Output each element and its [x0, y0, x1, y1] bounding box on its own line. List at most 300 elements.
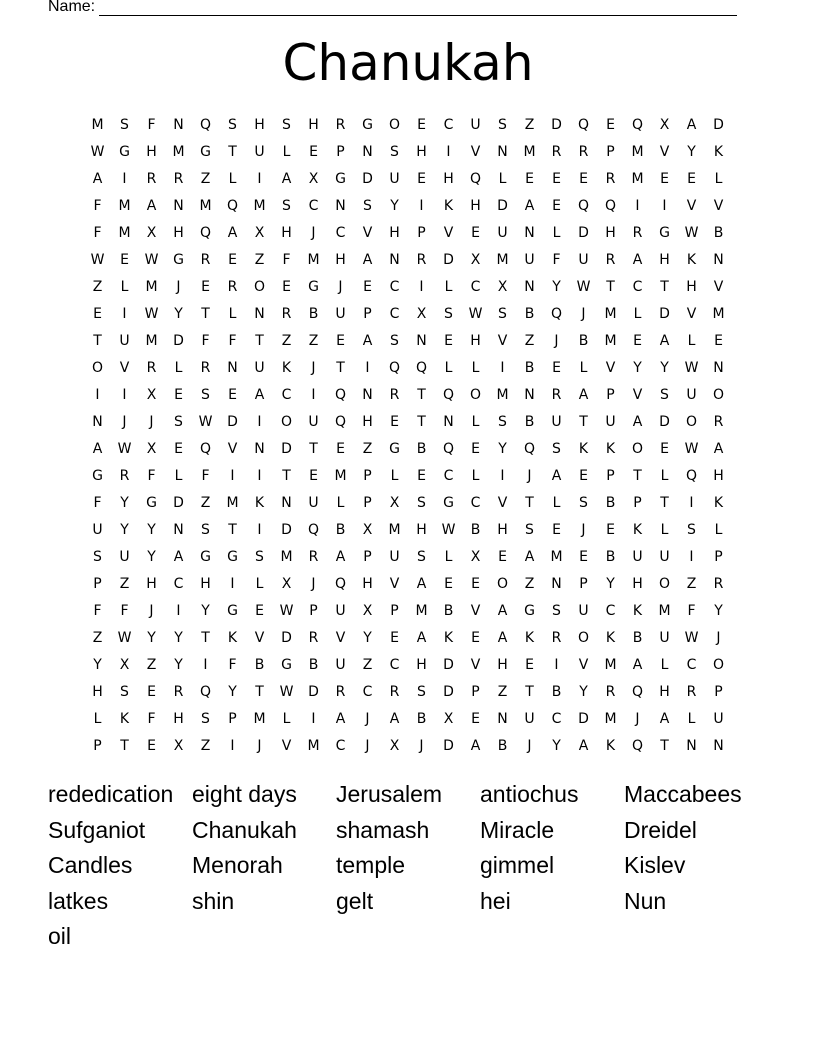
grid-letter: K — [686, 252, 697, 268]
grid-letter: X — [497, 279, 508, 295]
grid-letter: U — [335, 306, 346, 322]
grid-letter: B — [605, 495, 616, 511]
grid-letter: S — [579, 495, 588, 511]
grid-letter: D — [173, 495, 184, 511]
grid-letter: A — [281, 171, 292, 187]
grid-letter: A — [389, 711, 400, 727]
grid-letter: U — [308, 414, 319, 430]
grid-letter: L — [687, 711, 696, 727]
grid-letter: G — [173, 252, 184, 268]
grid-letter: E — [282, 279, 291, 295]
grid-letter: I — [500, 360, 505, 376]
grid-letter: S — [687, 522, 696, 538]
grid-letter: I — [122, 387, 127, 403]
grid-letter: M — [253, 198, 266, 214]
grid-letter: C — [470, 279, 481, 295]
grid-letter: L — [552, 495, 561, 511]
grid-letter: P — [228, 711, 237, 727]
grid-letter: D — [443, 684, 454, 700]
grid-letter: F — [687, 603, 696, 619]
grid-letter: M — [226, 495, 239, 511]
grid-letter: E — [309, 468, 318, 484]
grid-letter: E — [147, 738, 156, 754]
page-title: Chanukah — [282, 34, 534, 92]
grid-letter: K — [227, 630, 238, 646]
grid-letter: B — [578, 333, 589, 349]
grid-letter: S — [525, 522, 534, 538]
grid-letter: W — [90, 252, 105, 268]
grid-letter: B — [416, 441, 427, 457]
grid-letter: R — [632, 225, 643, 241]
grid-letter: R — [416, 252, 427, 268]
grid-letter: M — [604, 657, 617, 673]
grid-letter: M — [631, 171, 644, 187]
grid-letter: G — [362, 117, 373, 133]
grid-letter: Y — [633, 360, 642, 376]
grid-letter: F — [552, 252, 561, 268]
grid-row — [84, 193, 732, 220]
grid-letter: Y — [687, 144, 696, 160]
grid-letter: N — [497, 711, 508, 727]
word-list-item: Dreidel — [624, 816, 697, 843]
grid-letter: Y — [579, 684, 588, 700]
grid-letter: T — [255, 333, 264, 349]
grid-letter: O — [280, 414, 293, 430]
grid-letter: Z — [146, 657, 157, 673]
grid-letter: E — [525, 171, 534, 187]
grid-letter: U — [578, 603, 589, 619]
grid-letter: J — [149, 414, 154, 430]
grid-letter: C — [605, 603, 616, 619]
word-list-item: shin — [192, 887, 235, 914]
word-list-item: Maccabees — [624, 781, 742, 807]
grid-letter: L — [552, 225, 561, 241]
grid-letter: L — [471, 468, 480, 484]
grid-letter: E — [687, 171, 696, 187]
grid-letter: W — [90, 144, 105, 160]
grid-letter: E — [579, 549, 588, 565]
grid-letter: I — [122, 306, 127, 322]
grid-letter: H — [362, 414, 373, 430]
grid-letter: C — [308, 198, 319, 214]
grid-row — [84, 247, 732, 274]
grid-letter: B — [713, 225, 724, 241]
grid-letter: X — [119, 657, 130, 673]
grid-letter: I — [257, 171, 262, 187]
grid-letter: E — [606, 117, 615, 133]
word-list-item: shamash — [336, 816, 430, 843]
letter-grid — [84, 112, 732, 760]
grid-letter: A — [92, 171, 103, 187]
grid-letter: L — [687, 333, 696, 349]
grid-letter: J — [257, 738, 262, 754]
grid-letter: A — [335, 711, 346, 727]
grid-letter: C — [335, 225, 346, 241]
grid-letter: H — [686, 279, 697, 295]
grid-letter: G — [659, 225, 670, 241]
grid-letter: V — [659, 144, 670, 160]
grid-letter: N — [362, 144, 373, 160]
grid-letter: L — [93, 711, 102, 727]
grid-letter: Q — [631, 117, 644, 133]
grid-letter: W — [684, 225, 699, 241]
grid-letter: C — [443, 117, 454, 133]
grid-letter: H — [470, 198, 481, 214]
grid-letter: P — [309, 603, 318, 619]
grid-letter: J — [338, 279, 343, 295]
grid-letter: L — [660, 468, 669, 484]
grid-letter: E — [336, 333, 345, 349]
grid-letter: M — [415, 603, 428, 619]
name-row — [48, 0, 737, 16]
grid-letter: A — [524, 198, 535, 214]
grid-letter: X — [659, 117, 670, 133]
grid-letter: Z — [200, 738, 211, 754]
grid-letter: V — [470, 657, 481, 673]
grid-letter: O — [496, 576, 509, 592]
grid-letter: R — [308, 630, 319, 646]
word-list-item: Nun — [624, 887, 667, 914]
grid-letter: C — [389, 279, 400, 295]
grid-letter: S — [498, 117, 507, 133]
grid-letter: V — [686, 306, 697, 322]
grid-letter: J — [716, 630, 721, 646]
grid-letter: Q — [199, 225, 212, 241]
grid-row — [84, 382, 732, 409]
word-list-item: hei — [480, 887, 511, 914]
grid-letter: Q — [199, 117, 212, 133]
grid-letter: B — [443, 603, 454, 619]
grid-letter: W — [468, 306, 483, 322]
grid-letter: Y — [174, 630, 183, 646]
grid-letter: W — [198, 414, 213, 430]
grid-letter: T — [93, 333, 102, 349]
grid-letter: C — [632, 279, 643, 295]
grid-letter: S — [417, 684, 426, 700]
grid-letter: R — [146, 171, 157, 187]
grid-letter: T — [120, 738, 129, 754]
grid-letter: M — [658, 603, 671, 619]
grid-letter: L — [444, 279, 453, 295]
grid-letter: Z — [200, 495, 211, 511]
grid-letter: E — [309, 144, 318, 160]
grid-letter: X — [416, 306, 427, 322]
grid-letter: L — [471, 360, 480, 376]
grid-letter: Q — [226, 198, 239, 214]
grid-letter: B — [254, 657, 265, 673]
grid-letter: D — [281, 441, 292, 457]
grid-letter: A — [254, 387, 265, 403]
grid-letter: S — [201, 711, 210, 727]
grid-letter: G — [92, 468, 103, 484]
grid-letter: R — [200, 252, 211, 268]
grid-row — [84, 139, 732, 166]
grid-letter: P — [93, 576, 102, 592]
grid-letter: J — [554, 333, 559, 349]
grid-letter: D — [173, 333, 184, 349]
grid-row — [84, 274, 732, 301]
word-list-item: Kislev — [624, 852, 686, 879]
word-list-item: eight days — [192, 781, 297, 807]
grid-letter: E — [552, 171, 561, 187]
grid-letter: E — [552, 522, 561, 538]
grid-letter: Q — [442, 441, 455, 457]
grid-letter: H — [416, 144, 427, 160]
grid-letter: N — [713, 360, 724, 376]
grid-letter: R — [335, 684, 346, 700]
grid-letter: I — [689, 495, 694, 511]
grid-letter: I — [311, 387, 316, 403]
grid-letter: L — [174, 360, 183, 376]
grid-letter: X — [470, 549, 481, 565]
grid-letter: Y — [660, 360, 669, 376]
grid-letter: A — [659, 333, 670, 349]
grid-letter: E — [552, 198, 561, 214]
grid-letter: R — [308, 549, 319, 565]
grid-letter: N — [173, 522, 184, 538]
grid-letter: J — [365, 711, 370, 727]
grid-letter: Q — [199, 684, 212, 700]
grid-letter: B — [470, 522, 481, 538]
grid-letter: V — [497, 495, 508, 511]
grid-letter: E — [471, 711, 480, 727]
grid-letter: U — [119, 549, 130, 565]
word-list-item: Sufganiot — [48, 816, 146, 843]
grid-letter: H — [173, 225, 184, 241]
grid-letter: I — [365, 360, 370, 376]
grid-letter: Y — [174, 306, 183, 322]
grid-letter: W — [117, 630, 132, 646]
grid-letter: H — [146, 144, 157, 160]
grid-letter: E — [471, 630, 480, 646]
word-list-item: latkes — [48, 887, 109, 914]
grid-letter: Q — [604, 198, 617, 214]
grid-letter: H — [659, 252, 670, 268]
grid-letter: J — [581, 306, 586, 322]
grid-letter: I — [257, 414, 262, 430]
grid-letter: E — [579, 468, 588, 484]
grid-letter: P — [714, 684, 723, 700]
grid-letter: F — [93, 225, 102, 241]
grid-letter: I — [230, 738, 235, 754]
grid-letter: V — [713, 198, 724, 214]
grid-letter: P — [606, 468, 615, 484]
grid-letter: M — [307, 252, 320, 268]
grid-letter: X — [389, 738, 400, 754]
grid-row — [84, 301, 732, 328]
grid-letter: X — [146, 387, 157, 403]
grid-letter: Q — [307, 522, 320, 538]
grid-letter: A — [92, 441, 103, 457]
grid-letter: S — [201, 522, 210, 538]
grid-letter: B — [605, 549, 616, 565]
grid-letter: S — [552, 603, 561, 619]
grid-letter: N — [524, 387, 535, 403]
grid-letter: I — [95, 387, 100, 403]
grid-letter: H — [659, 684, 670, 700]
grid-letter: Q — [388, 360, 401, 376]
grid-letter: S — [660, 387, 669, 403]
grid-letter: A — [227, 225, 238, 241]
grid-letter: D — [281, 522, 292, 538]
grid-letter: V — [362, 225, 373, 241]
grid-letter: T — [228, 144, 237, 160]
grid-letter: N — [173, 198, 184, 214]
grid-letter: N — [227, 360, 238, 376]
grid-letter: S — [552, 441, 561, 457]
word-list-item: gimmel — [480, 852, 555, 879]
grid-letter: F — [120, 603, 129, 619]
grid-letter: W — [684, 360, 699, 376]
grid-letter: S — [417, 495, 426, 511]
grid-letter: Y — [120, 522, 129, 538]
grid-row — [84, 571, 732, 598]
grid-letter: R — [389, 387, 400, 403]
grid-letter: M — [496, 252, 509, 268]
grid-letter: L — [228, 306, 237, 322]
grid-letter: N — [173, 117, 184, 133]
grid-letter: S — [498, 306, 507, 322]
grid-letter: H — [92, 684, 103, 700]
grid-letter: S — [282, 117, 291, 133]
grid-letter: A — [659, 711, 670, 727]
grid-letter: Q — [577, 117, 590, 133]
grid-letter: O — [388, 117, 401, 133]
grid-letter: A — [632, 252, 643, 268]
grid-letter: Q — [577, 198, 590, 214]
grid-row — [84, 220, 732, 247]
grid-letter: A — [362, 252, 373, 268]
grid-letter: J — [365, 738, 370, 754]
grid-letter: M — [145, 333, 158, 349]
grid-letter: B — [632, 630, 643, 646]
grid-letter: T — [525, 495, 534, 511]
grid-letter: K — [605, 630, 616, 646]
grid-letter: U — [713, 711, 724, 727]
grid-letter: Q — [685, 468, 698, 484]
grid-letter: P — [633, 495, 642, 511]
grid-letter: K — [443, 630, 454, 646]
grid-letter: G — [443, 495, 454, 511]
grid-letter: E — [660, 171, 669, 187]
grid-letter: A — [551, 468, 562, 484]
grid-letter: N — [416, 333, 427, 349]
grid-letter: S — [120, 117, 129, 133]
grid-letter: A — [362, 333, 373, 349]
grid-letter: M — [253, 711, 266, 727]
grid-letter: J — [635, 711, 640, 727]
grid-letter: E — [471, 441, 480, 457]
grid-letter: A — [524, 549, 535, 565]
grid-letter: W — [279, 603, 294, 619]
grid-letter: F — [201, 333, 210, 349]
grid-letter: P — [471, 684, 480, 700]
grid-letter: Q — [334, 387, 347, 403]
grid-letter: L — [660, 657, 669, 673]
grid-letter: C — [173, 576, 184, 592]
grid-letter: D — [659, 414, 670, 430]
grid-letter: G — [146, 495, 157, 511]
grid-letter: L — [174, 468, 183, 484]
grid-letter: E — [471, 576, 480, 592]
grid-letter: W — [684, 441, 699, 457]
grid-row — [84, 598, 732, 625]
grid-letter: Y — [606, 576, 615, 592]
grid-letter: E — [93, 306, 102, 322]
grid-letter: V — [443, 225, 454, 241]
grid-letter: R — [551, 144, 562, 160]
grid-letter: Y — [120, 495, 129, 511]
grid-letter: J — [527, 468, 532, 484]
grid-letter: P — [390, 603, 399, 619]
grid-letter: C — [470, 495, 481, 511]
grid-letter: A — [416, 630, 427, 646]
grid-letter: N — [443, 414, 454, 430]
grid-letter: B — [524, 414, 535, 430]
grid-letter: C — [389, 657, 400, 673]
grid-letter: M — [604, 333, 617, 349]
grid-letter: B — [524, 360, 535, 376]
grid-letter: O — [685, 414, 698, 430]
grid-letter: I — [635, 198, 640, 214]
grid-letter: V — [119, 360, 130, 376]
grid-letter: E — [417, 468, 426, 484]
grid-letter: Y — [363, 630, 372, 646]
grid-letter: F — [147, 711, 156, 727]
word-list-item: Menorah — [192, 852, 283, 879]
grid-letter: X — [146, 441, 157, 457]
grid-letter: L — [282, 144, 291, 160]
grid-letter: T — [660, 495, 669, 511]
grid-letter: V — [686, 198, 697, 214]
grid-letter: E — [714, 333, 723, 349]
grid-letter: P — [336, 144, 345, 160]
grid-row — [84, 166, 732, 193]
grid-letter: R — [389, 684, 400, 700]
grid-row — [84, 463, 732, 490]
grid-letter: K — [605, 441, 616, 457]
grid-row — [84, 733, 732, 760]
grid-letter: D — [443, 738, 454, 754]
grid-letter: Z — [308, 333, 319, 349]
grid-letter: K — [443, 198, 454, 214]
grid-row — [84, 409, 732, 436]
grid-letter: G — [200, 549, 211, 565]
grid-letter: V — [254, 630, 265, 646]
grid-letter: F — [147, 117, 156, 133]
grid-letter: B — [524, 306, 535, 322]
grid-letter: W — [279, 684, 294, 700]
grid-letter: R — [605, 171, 616, 187]
grid-letter: H — [308, 117, 319, 133]
grid-letter: A — [578, 387, 589, 403]
grid-letter: A — [578, 738, 589, 754]
grid-letter: A — [146, 198, 157, 214]
grid-letter: R — [605, 684, 616, 700]
grid-letter: M — [280, 549, 293, 565]
grid-letter: T — [606, 279, 615, 295]
grid-letter: G — [335, 171, 346, 187]
grid-letter: T — [525, 684, 534, 700]
grid-letter: U — [335, 657, 346, 673]
grid-letter: E — [228, 387, 237, 403]
grid-letter: A — [686, 117, 697, 133]
grid-letter: Q — [469, 171, 482, 187]
grid-letter: G — [281, 657, 292, 673]
grid-letter: F — [282, 252, 291, 268]
grid-letter: Q — [442, 387, 455, 403]
grid-letter: B — [335, 522, 346, 538]
